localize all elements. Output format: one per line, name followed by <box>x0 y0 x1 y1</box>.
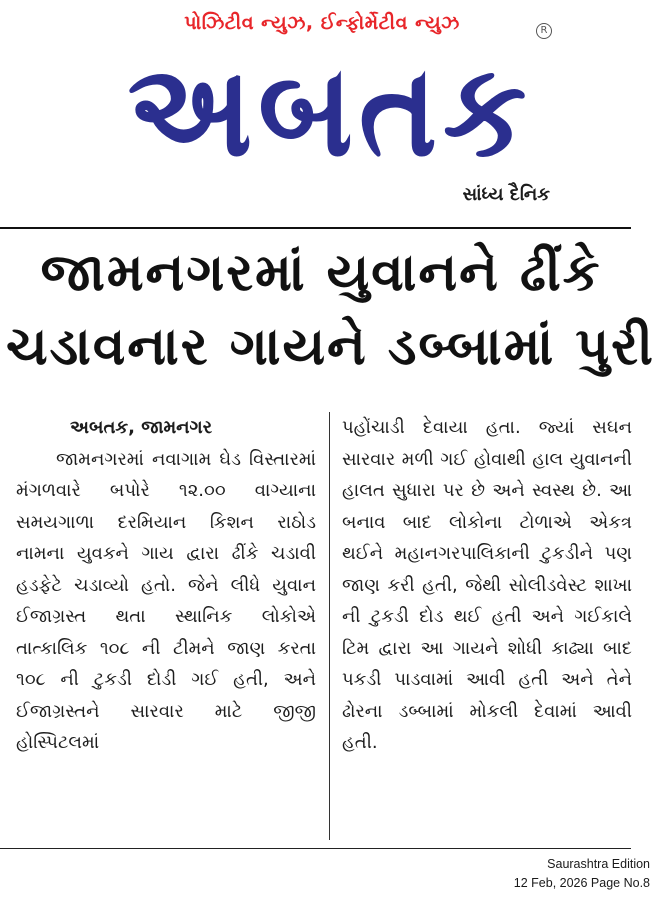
registered-mark-icon: R <box>536 23 552 39</box>
masthead-tagline: પોઝિટીવ ન્યુઝ, ઈન્ફોર્મેટીવ ન્યુઝ <box>184 12 460 34</box>
article-body-right: પહોંચાડી દેવાયા હતા. જ્યાં સઘન સારવાર મળી ગઈ હોવાથી હાલ યુવાનની હાલત સુધારા પર છે અને સ્વસ્થ છે. આ બનાવ બાદ લોકોના ટોળાએ એકત્ર થઈને મહાનગરપાલિકાની ટુકડીને પણ જાણ કરી હતી, જેથી સોલીડવેસ્ટ શાખા ની ટુકડી દોડ થઈ હતી અને ગઈકાલે ટિમ દ્વારા આ ગાયને શોધી કાઢ્યા બાદ પકડી પાડવામાં આવી હતી અને તેને ઢોરના ડબ્બામાં મોકલી દેવામાં આવી હતી. <box>342 417 632 753</box>
edition-name: Saurashtra Edition <box>547 857 650 871</box>
headline-line-2: ચડાવનાર ગાયને ડબ્બામાં પુરી <box>6 317 655 377</box>
header-divider <box>0 227 631 229</box>
article-body-left: જામનગરમાં નવાગામ ઘેડ વિસ્તારમાં મંગળવારે બપોરે ૧૨.૦૦ વાગ્યાના સમયગાળા દરમિયાન કિશન રાઠોડ નામના યુવકને ગાય દ્વારા ઢીંકે ચડાવી હડફેટે ચડાવ્યો હતો. જેને લીધે યુવાન ઈજાગ્રસ્ત થતા સ્થાનિક લોકોએ તાત્કાલિક ૧૦૮ ની ટીમને જાણ કરતા ૧૦૮ ની ટુકડી દોડી ગઈ હતી, અને ઈજાગ્રસ્તને સારવાર માટે જીજી હોસ્પિટલમાં <box>16 448 316 753</box>
article-byline: અબતક, જામનગર <box>70 417 213 438</box>
newspaper-logo: અબતક <box>127 35 533 185</box>
article-headline <box>6 236 655 384</box>
column-divider <box>329 412 330 840</box>
masthead-sub-brand: સાંધ્ય દૈનિક <box>462 184 550 205</box>
footer-divider <box>0 848 631 849</box>
article-column-right <box>342 412 632 759</box>
headline-line-1: જામનગરમાં યુવાનને ઢીંકે <box>40 243 602 303</box>
edition-date-page: 12 Feb, 2026 Page No.8 <box>513 876 650 890</box>
edition-info <box>514 855 650 893</box>
article-column-left <box>16 412 316 759</box>
masthead <box>0 0 659 228</box>
